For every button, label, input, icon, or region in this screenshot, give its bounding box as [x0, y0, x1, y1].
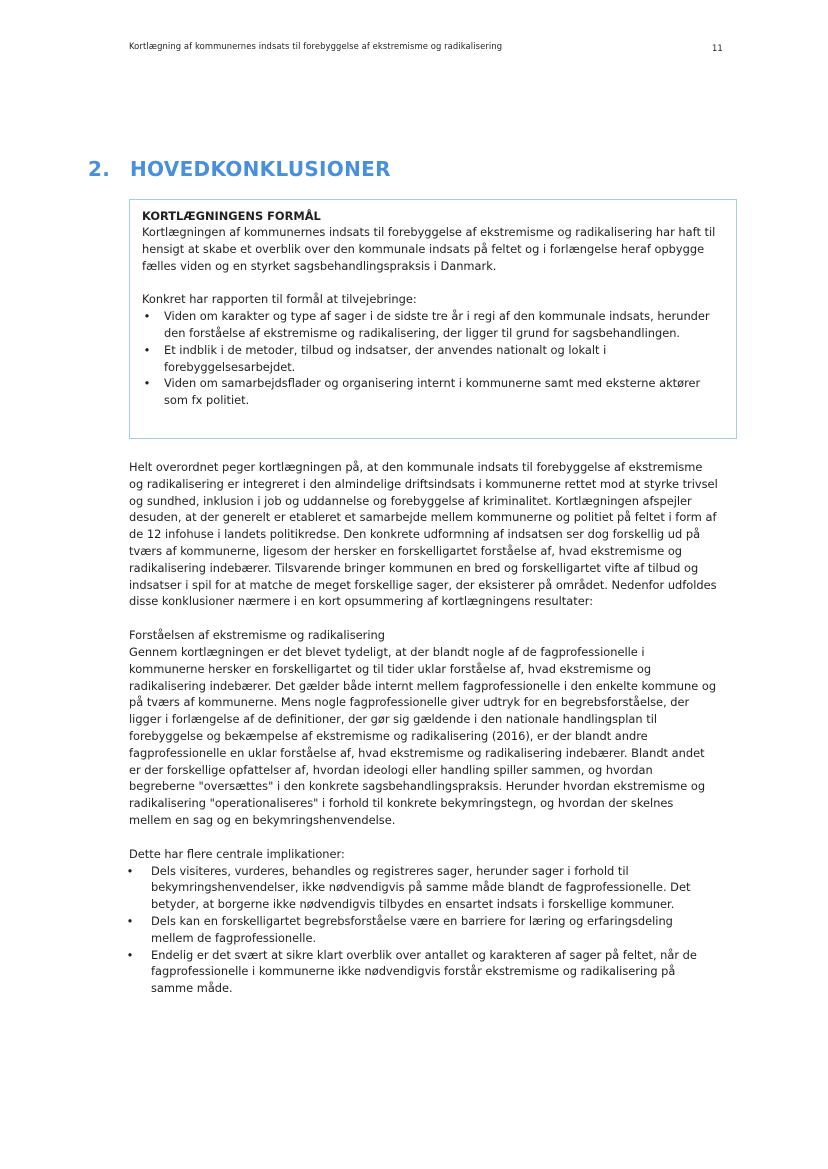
body-paragraph-overview: Helt overordnet peger kortlægningen på, at den kommunale indsats til forebyggelse af ekstremisme og radikalisering er integreret i den almindelige driftsindsats i kommunerne rettet mod at styrke trivsel og sundhed, inklusion i job og uddannelse og forebyggelse af kriminalitet. Kortlægningen afspejler desuden, at der generelt er etableret et samarbejde mellem kommunerne og politiet på feltet i form af de 12 infohuse i landets politikredse. Den konkrete udformning af indsatsen ser dog forskellig ud på tværs af kommunerne, ligesom der hersker en forskelligartet forståelse af, hvad ekstremisme og radikalisering indebærer. Tilsvarende bringer kommunen en bred og forskelligartet vifte af tilbud og indsatser i spil for at matche de meget forskellige sager, der eksisterer på området. Nedenfor udfoldes disse konklusioner nærmere i en kort opsummering af kortlægningens resultater: — [129, 460, 718, 609]
box-bullet-text: Viden om samarbejdsflader og organisering internt i kommunerne samt med eksterne aktører som fx politiet. — [164, 376, 701, 408]
box-intro: Kortlægningen af kommunernes indsats til forebyggelse af ekstremisme og radikalisering har haft til hensigt at skabe et overblik over den kommunale indsats på feltet og i forlængelse heraf opbygge fælles viden og en styrket sagsbehandlingspraksis i Danmark. — [142, 225, 716, 273]
chapter-number: 2. — [88, 157, 111, 181]
implication-text: Endelig er det svært at sikre klart overblik over antallet og karakteren af sager på feltet, når de fagprofessionelle i kommunerne ikke nødvendigvis forstår ekstremisme og radikalisering på samme måde. — [151, 947, 697, 996]
box-bullet — [142, 375, 727, 409]
bullet-icon: • — [143, 342, 151, 357]
implication-bullet — [126, 913, 719, 947]
implication-bullet — [126, 947, 719, 997]
bullet-icon: • — [143, 309, 151, 324]
main-body — [126, 459, 719, 997]
box-bullet-text: Et indblik i de metoder, tilbud og indsatser, der anvendes nationalt og lokalt i forebyggelsesarbejdet. — [164, 342, 607, 374]
box-bullet-text: Viden om karakter og type af sager i de sidste tre år i regi af den kommunale indsats, herunder den forståelse af ekstremisme og radikalisering, der ligger til grund for sagsbehandlingen. — [164, 309, 710, 340]
box-bullet — [142, 308, 727, 342]
chapter-title: HOVEDKONKLUSIONER — [130, 157, 391, 181]
bullet-icon: • — [143, 376, 151, 391]
section-subheading: Forståelsen af ekstremisme og radikalisering — [129, 628, 385, 643]
body-paragraph-understanding: Gennem kortlægningen er det blevet tydeligt, at der blandt nogle af de fagprofessionelle i kommunerne hersker en forskelligartet og til tider uklar forståelse af, hvad ekstremisme og radikalisering indebærer. Det gælder både internt mellem fagprofessionelle i den enkelte kommune og på tværs af kommunerne. Mens nogle fagprofessionelle giver udtryk for en begrebsforståelse, der ligger i forlængelse af de definitioner, der gør sig gældende i den nationale handlingsplan til forebyggelse og bekæmpelse af ekstremisme og radikalisering (2016), er der blandt andre fagprofessionelle en uklar forståelse af, hvad ekstremisme og radikalisering indebærer. Blandt andet er der forskellige opfattelser af, hvordan ideologi eller handling spiller sammen, og hvordan begreberne "oversættes" i den konkrete sagsbehandlingspraksis. Herunder hvordan ekstremisme og radikalisering "operationaliseres" i forhold til konkrete bekymringstegn, og hvordan der skelnes mellem en sag og en bekymringshenvendelse. — [129, 644, 717, 827]
running-header: Kortlægning af kommunernes indsats til forebyggelse af ekstremisme og radikalisering — [129, 41, 503, 51]
box-lead: Konkret har rapporten til formål at tilvejebringe: — [142, 292, 417, 307]
box-title: KORTLÆGNINGENS FORMÅL — [142, 209, 321, 223]
implication-text: Dels kan en forskelligartet begrebsforståelse være en barriere for læring og erfaringsdeling mellem de fagprofessionelle. — [151, 913, 673, 945]
box-bullet — [142, 342, 727, 376]
box-bullet-list — [142, 308, 727, 409]
implication-bullet — [126, 863, 719, 913]
bullet-icon: • — [126, 913, 134, 928]
implications-lead: Dette har flere centrale implikationer: — [129, 846, 345, 861]
implication-text: Dels visiteres, vurderes, behandles og registreres sager, herunder sager i forhold til bekymringshenvendelser, ikke nødvendigvis på samme måde blandt de fagprofessionelle. Det betyder, at borgerne ikke nødvendigvis tilbydes en ensartet indsats i forskellige kommuner. — [151, 863, 691, 912]
implications-list — [126, 863, 719, 997]
bullet-icon: • — [126, 947, 134, 962]
bullet-icon: • — [126, 863, 134, 878]
chapter-heading — [88, 157, 391, 181]
page-number: 11 — [712, 43, 723, 53]
purpose-box — [129, 199, 737, 439]
